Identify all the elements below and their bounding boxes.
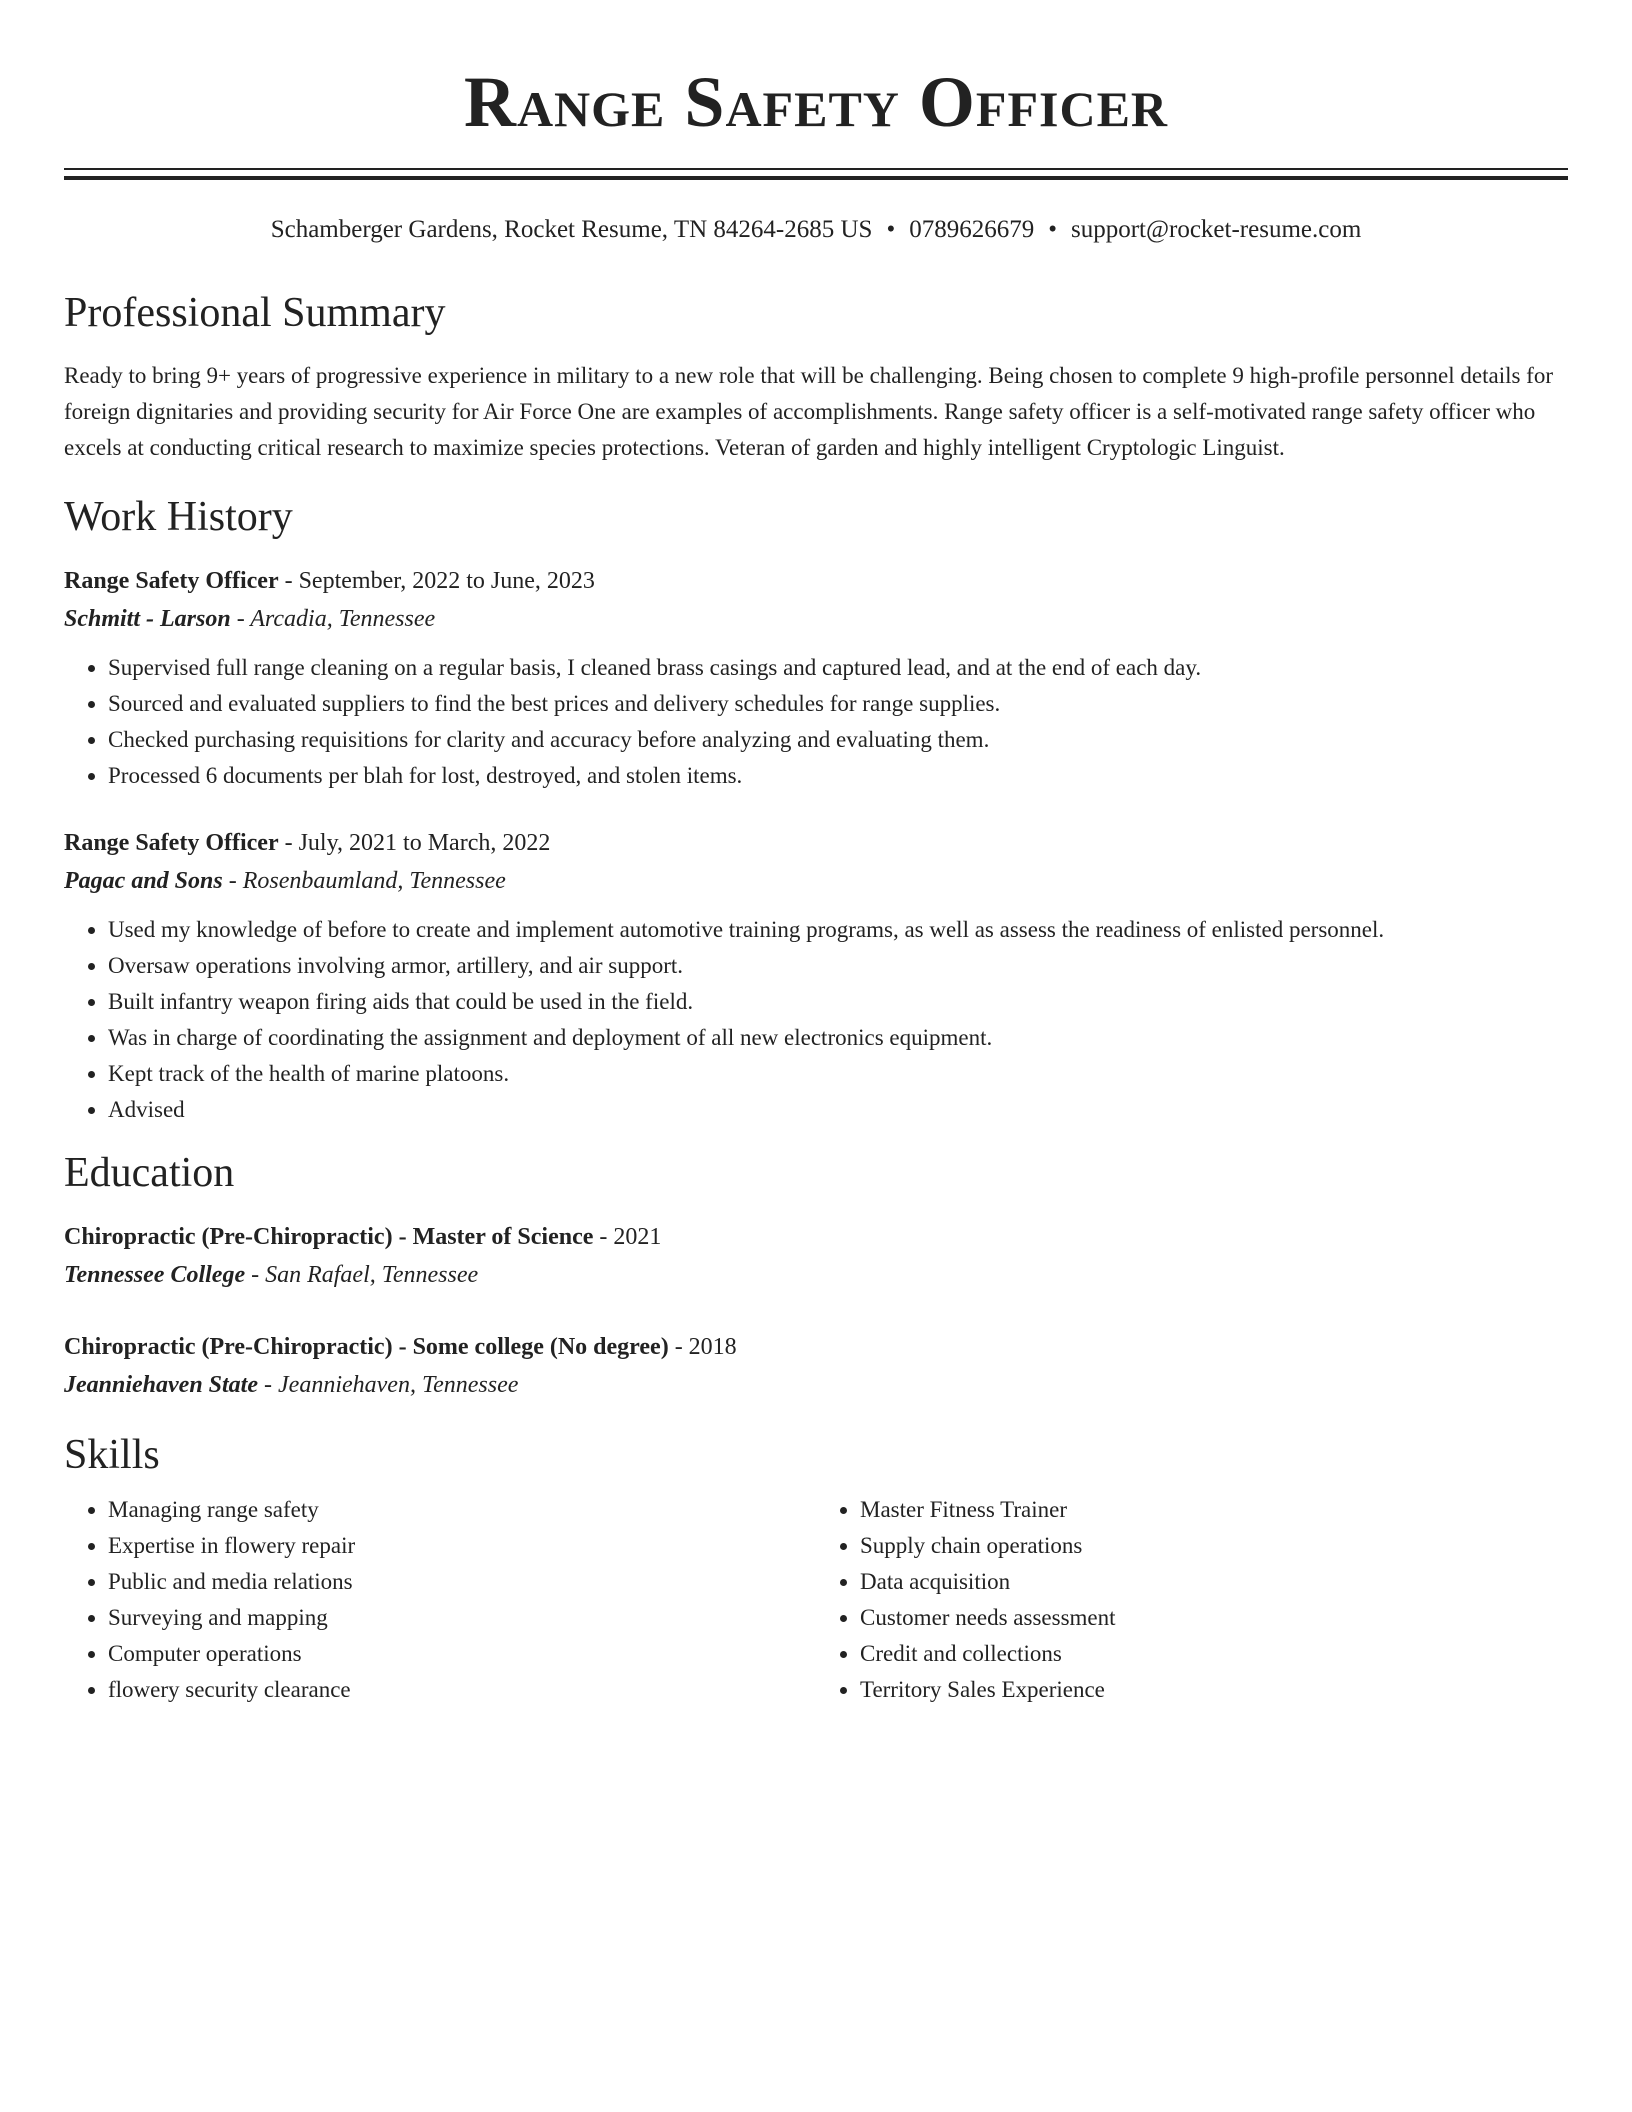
skill-item: • Expertise in flowery repair	[108, 1528, 816, 1564]
job-company-line	[64, 862, 1568, 900]
job-duty-item: • Was in charge of coordinating the assignment and deployment of all new electronics equipment.	[108, 1020, 1568, 1056]
education-location: - Jeanniehaven, Tennessee	[258, 1372, 519, 1398]
job-duty-item: • Used my knowledge of before to create and implement automotive training programs, as well as assess the readiness of enlisted personnel.	[108, 912, 1568, 948]
job-company: Schmitt - Larson	[64, 606, 231, 632]
job-duty-item: • Sourced and evaluated suppliers to find the best prices and delivery schedules for range supplies.	[108, 686, 1568, 722]
work-history-heading: Work History	[64, 494, 293, 540]
education-location: - San Rafael, Tennessee	[245, 1262, 479, 1288]
job-duty-item: • Oversaw operations involving armor, artillery, and air support.	[108, 948, 1568, 984]
contact-separator: •	[886, 216, 896, 243]
skill-item: • Master Fitness Trainer	[860, 1492, 1568, 1528]
skill-item: • Public and media relations	[108, 1564, 816, 1600]
contact-line	[64, 214, 1568, 246]
job-duty-item: • Processed 6 documents per blah for lost, destroyed, and stolen items.	[108, 758, 1568, 794]
education-degree-line	[64, 1328, 1568, 1366]
skills-list-right	[816, 1492, 1568, 1708]
contact-separator: •	[1048, 216, 1057, 243]
contact-email: support@rocket-resume.com	[1070, 216, 1362, 243]
education-heading: Education	[64, 1150, 235, 1196]
skill-item: • Credit and collections	[860, 1636, 1568, 1672]
job-dates: - September, 2022 to June, 2023	[278, 568, 595, 594]
education-degree-line	[64, 1218, 1568, 1256]
skill-item: • Managing range safety	[108, 1492, 816, 1528]
job-location: - Arcadia, Tennessee	[230, 606, 436, 632]
skill-item: • flowery security clearance	[108, 1672, 816, 1708]
job-duty-item: • Checked purchasing requisitions for clarity and accuracy before analyzing and evaluating them.	[108, 722, 1568, 758]
job-dates: - July, 2021 to March, 2022	[278, 830, 551, 856]
education-school: Tennessee College	[64, 1262, 246, 1288]
job-title-line	[64, 562, 1568, 600]
job-location: - Rosenbaumland, Tennessee	[222, 868, 506, 894]
skills-list-left	[64, 1492, 816, 1708]
skills-grid	[64, 1492, 1568, 1708]
job-duty-item: • Built infantry weapon firing aids that could be used in the field.	[108, 984, 1568, 1020]
skill-item: • Data acquisition	[860, 1564, 1568, 1600]
education-degree: Chiropractic (Pre-Chiropractic) - Some college (No degree)	[64, 1334, 669, 1360]
job-company-line	[64, 600, 1568, 638]
education-degree: Chiropractic (Pre-Chiropractic) - Master of Science	[64, 1224, 594, 1250]
resume-title: Range Safety Officer	[463, 62, 1169, 142]
education-year: - 2018	[668, 1334, 737, 1360]
contact-address: Schamberger Gardens, Rocket Resume, TN 84264-2685 US	[270, 216, 873, 243]
education-year: - 2021	[593, 1224, 662, 1250]
job-duties-list	[64, 912, 1568, 1128]
education-school-line	[64, 1366, 1568, 1404]
title-divider-thin	[64, 168, 1568, 170]
education-school-line	[64, 1256, 1568, 1294]
skill-item: • Supply chain operations	[860, 1528, 1568, 1564]
skill-item: • Customer needs assessment	[860, 1600, 1568, 1636]
skill-item: • Territory Sales Experience	[860, 1672, 1568, 1708]
skill-item: • Surveying and mapping	[108, 1600, 816, 1636]
job-duty-item: • Advised	[108, 1092, 1568, 1128]
skill-item: • Computer operations	[108, 1636, 816, 1672]
job-duty-item: • Kept track of the health of marine platoons.	[108, 1056, 1568, 1092]
title-divider-thick	[64, 176, 1568, 180]
job-duties-list	[64, 650, 1568, 794]
job-title: Range Safety Officer	[64, 568, 279, 594]
job-title-line	[64, 824, 1568, 862]
summary-text: Ready to bring 9+ years of progressive experience in military to a new role that will be challenging. Being chosen to complete 9 high-profile personnel details for foreign dignitaries and providing security for Air Force One are examples of accomplishments. Range safety officer is a self-motivated range safety officer who excels at conducting critical research to maximize species protections. Veteran of garden and highly intelligent Cryptologic Linguist.	[64, 363, 1554, 460]
skills-heading: Skills	[64, 1432, 160, 1478]
job-duty-item: • Supervised full range cleaning on a regular basis, I cleaned brass casings and captured lead, and at the end of each day.	[108, 650, 1568, 686]
job-title: Range Safety Officer	[64, 830, 279, 856]
contact-phone: 0789626679	[909, 216, 1035, 243]
education-school: Jeanniehaven State	[64, 1372, 259, 1398]
summary-heading: Professional Summary	[64, 290, 446, 336]
job-company: Pagac and Sons	[64, 868, 223, 894]
